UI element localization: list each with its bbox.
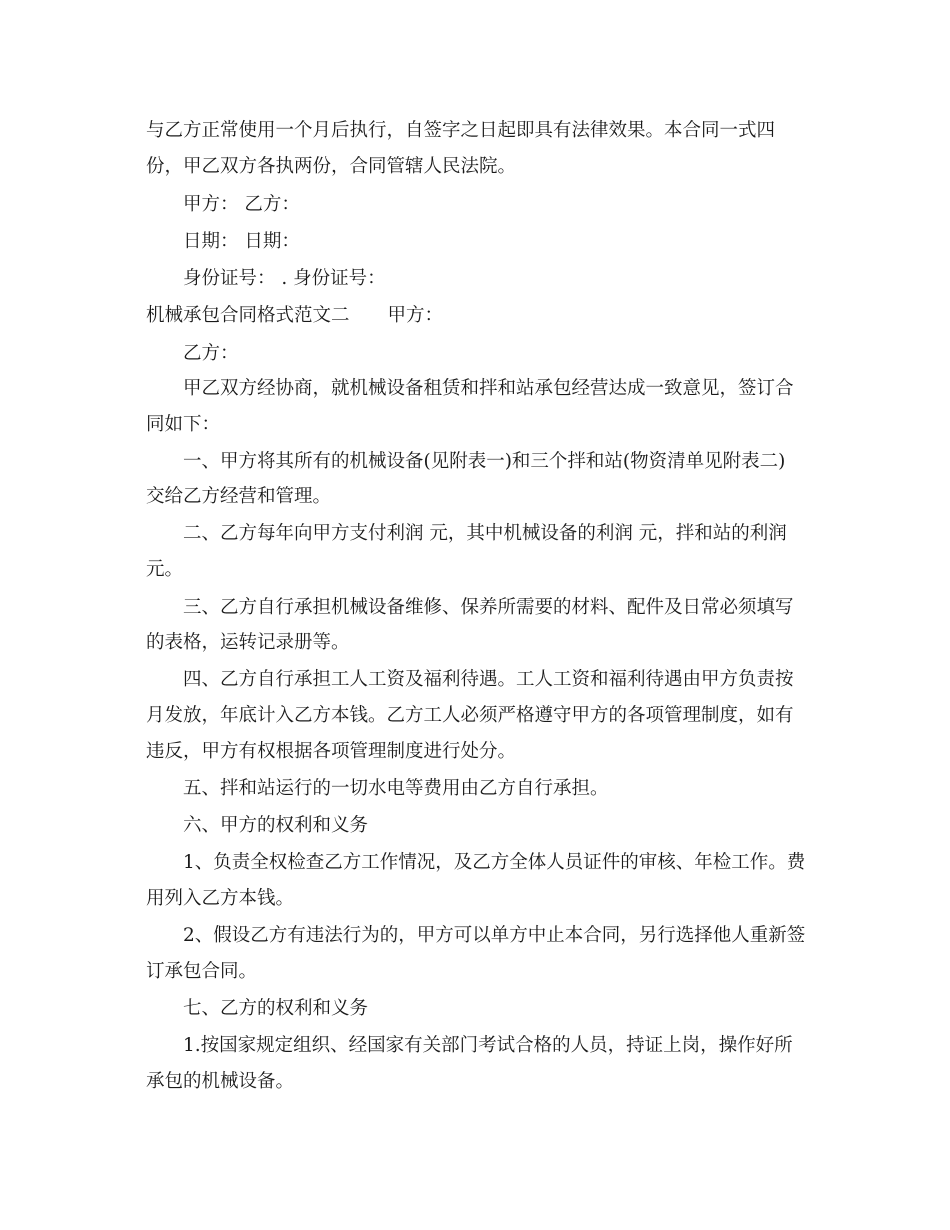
clause-heading: 六、甲方的权利和义务	[183, 815, 369, 836]
clause-line: 二、乙方每年向甲方支付利润 元，其中机械设备的利润 元，拌和站的利润	[183, 523, 787, 544]
clause-line: 违反，甲方有权根据各项管理制度进行处分。	[146, 741, 517, 762]
clause-line: 一、甲方将其所有的机械设备(见附表一)和三个拌和站(物资清单见附表二)	[183, 451, 786, 472]
clause-line: 承包的机械设备。	[146, 1071, 295, 1092]
section-heading: 机械承包合同格式范文二	[146, 305, 350, 326]
clause-line: 交给乙方经营和管理。	[146, 486, 332, 507]
clause-line: 元。	[146, 559, 184, 580]
clause-line: 1、负责全权检查乙方工作情况，及乙方全体人员证件的审核、年检工作。费	[183, 852, 806, 873]
clause-line: 月发放，年底计入乙方本钱。乙方工人必须严格遵守甲方的各项管理制度，如有	[146, 705, 794, 726]
body-line: 份，甲乙双方各执两份，合同管辖人民法院。	[146, 156, 517, 177]
clause-heading: 七、乙方的权利和义务	[183, 998, 369, 1019]
clause-line: 用列入乙方本钱。	[146, 888, 295, 909]
signature-id-line: 身份证号： . 身份证号：	[183, 268, 386, 289]
clause-line: 五、拌和站运行的一切水电等费用由乙方自行承担。	[183, 778, 609, 799]
clause-line: 的表格，运转记录册等。	[146, 632, 350, 653]
clause-line: 甲乙双方经协商，就机械设备租赁和拌和站承包经营达成一致意见，签订合	[183, 378, 794, 399]
body-line: 与乙方正常使用一个月后执行，自签字之日起即具有法律效果。本合同一式四	[146, 120, 776, 141]
clause-line: 同如下：	[146, 414, 221, 435]
signature-party-line: 甲方： 乙方：	[183, 194, 300, 215]
party-a-label: 甲方：	[387, 305, 444, 326]
section-heading-line	[146, 303, 443, 329]
clause-line: 三、乙方自行承担机械设备维修、保养所需要的材料、配件及日常必须填写	[183, 597, 794, 618]
clause-line: 2、假设乙方有违法行为的，甲方可以单方中止本合同，另行选择他人重新签	[183, 925, 806, 946]
clause-line: 订承包合同。	[146, 961, 258, 982]
party-b-label: 乙方：	[183, 343, 239, 364]
signature-date-line: 日期： 日期：	[183, 231, 300, 252]
clause-line: 1.按国家规定组织、经国家有关部门考试合格的人员，持证上岗，操作好所	[183, 1035, 793, 1056]
clause-line: 四、乙方自行承担工人工资及福利待遇。工人工资和福利待遇由甲方负责按	[183, 669, 794, 690]
